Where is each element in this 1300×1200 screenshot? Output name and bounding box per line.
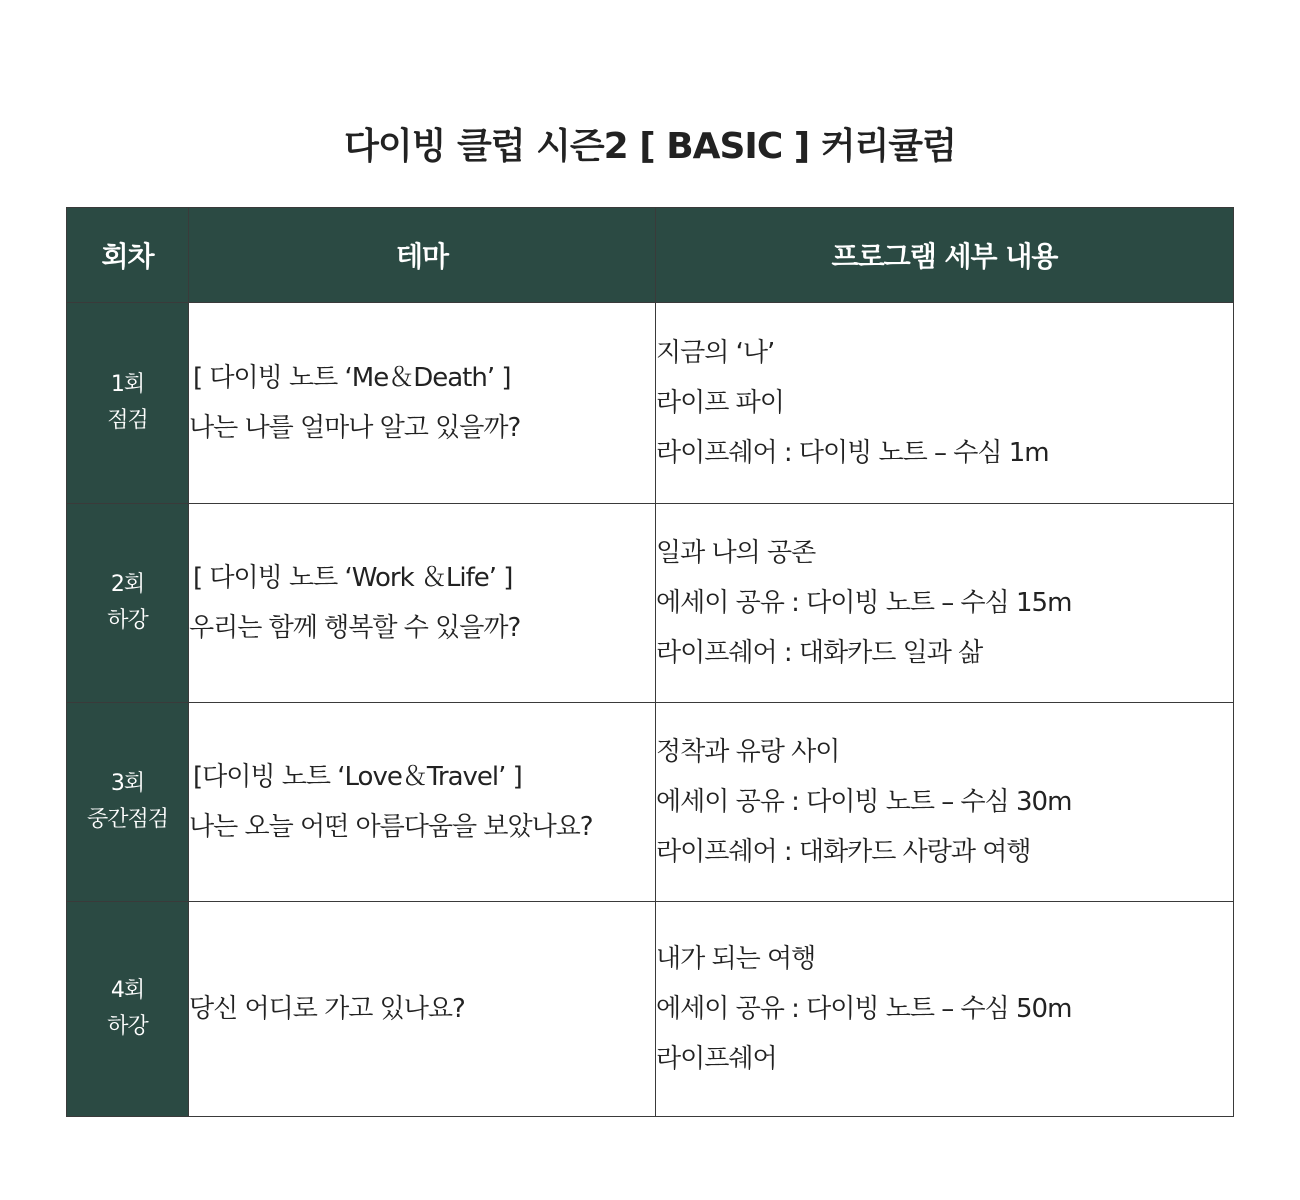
detail-item: 일과 나의 공존 (656, 538, 816, 568)
details-cell (656, 303, 1234, 504)
detail-item: 내가 되는 여행 (656, 944, 816, 974)
session-cell (67, 504, 189, 703)
theme-cell (189, 504, 656, 703)
session-label: 하강 (107, 608, 148, 633)
theme-question: 우리는 함께 행복할 수 있을까? (189, 613, 521, 643)
detail-item: 라이프쉐어 : 대화카드 사랑과 여행 (656, 837, 1031, 867)
theme-question: 나는 나를 얼마나 알고 있을까? (189, 413, 521, 443)
session-cell (67, 303, 189, 504)
detail-item: 에세이 공유 : 다이빙 노트 – 수심 30m (656, 787, 1072, 817)
session-number: 3회 (110, 771, 145, 796)
details-cell (656, 902, 1234, 1117)
theme-cell (189, 303, 656, 504)
theme-question: 나는 오늘 어떤 아름다움을 보았나요? (189, 812, 593, 842)
table-row (67, 303, 1234, 504)
table-header-row (67, 208, 1234, 303)
detail-item: 라이프쉐어 : 다이빙 노트 – 수심 1m (656, 438, 1049, 468)
page-title: 다이빙 클럽 시즌2 [ BASIC ] 커리큘럼 (344, 126, 956, 167)
theme-note-title: [다이빙 노트 ‘Love＆Travel’ ] (193, 762, 522, 792)
details-cell (656, 504, 1234, 703)
header-theme: 테마 (189, 208, 656, 303)
header-details: 프로그램 세부 내용 (656, 208, 1234, 303)
details-cell (656, 703, 1234, 902)
table-row (67, 703, 1234, 902)
session-number: 1회 (110, 372, 145, 397)
theme-question: 당신 어디로 가고 있나요? (189, 994, 465, 1024)
theme-cell (189, 703, 656, 902)
session-number: 4회 (110, 978, 145, 1003)
detail-item: 라이프 파이 (656, 388, 784, 418)
detail-item: 에세이 공유 : 다이빙 노트 – 수심 15m (656, 588, 1072, 618)
theme-note-title: [ 다이빙 노트 ‘Me＆Death’ ] (193, 363, 511, 393)
session-number: 2회 (110, 572, 145, 597)
detail-item: 에세이 공유 : 다이빙 노트 – 수심 50m (656, 994, 1072, 1024)
detail-item: 지금의 ‘나’ (656, 338, 775, 368)
details-list (656, 934, 1233, 1084)
detail-item: 라이프쉐어 (656, 1044, 777, 1074)
detail-item: 정착과 유랑 사이 (656, 737, 840, 767)
details-list (656, 328, 1233, 478)
session-cell (67, 703, 189, 902)
details-list (656, 727, 1233, 877)
header-session: 회차 (67, 208, 189, 303)
session-label: 중간점검 (86, 807, 168, 832)
session-cell (67, 902, 189, 1117)
table-row (67, 902, 1234, 1117)
session-label: 하강 (107, 1014, 148, 1039)
curriculum-table (66, 207, 1234, 1117)
theme-cell (189, 902, 656, 1117)
table-row (67, 504, 1234, 703)
detail-item: 라이프쉐어 : 대화카드 일과 삶 (656, 638, 983, 668)
details-list (656, 528, 1233, 678)
theme-note-title: [ 다이빙 노트 ‘Work ＆Life’ ] (193, 563, 513, 593)
session-label: 점검 (107, 408, 148, 433)
